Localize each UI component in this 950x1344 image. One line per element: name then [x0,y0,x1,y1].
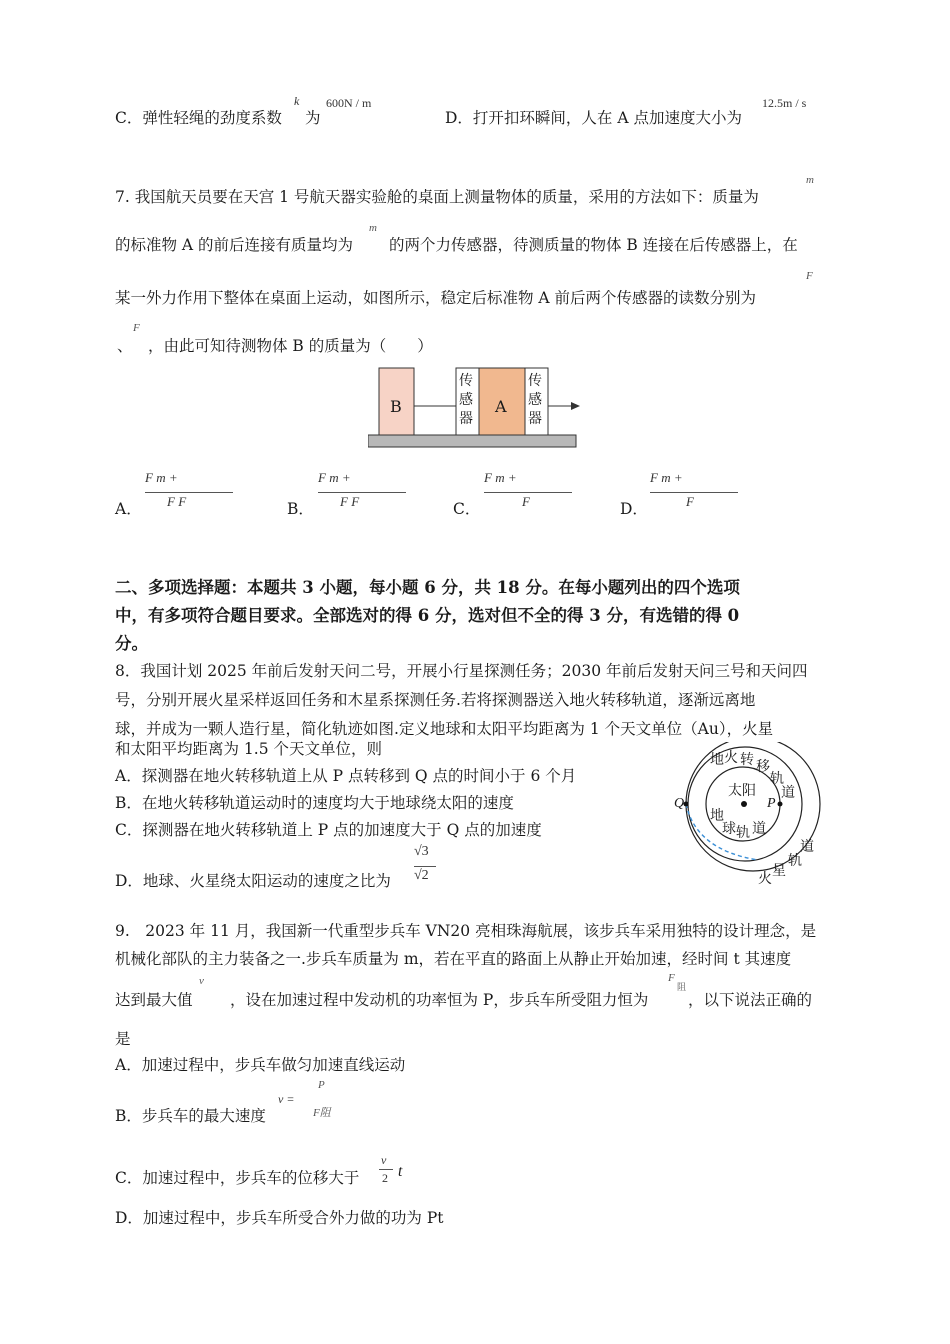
q7-option-b-numerator: F m + [318,470,351,485]
q7-line3-text: 某一外力作用下整体在桌面上运动，如图所示，稳定后标准物 A 前后两个传感器的读数分别为 [115,289,757,307]
q9-option-b-denominator: F阻 [313,1107,331,1119]
q9-line3-force-sub: 阻 [677,983,687,993]
q9-stem-line3 [115,988,193,1010]
sun-label: 太阳 [728,783,756,799]
q7-line4-text-b: ，由此可知待测物体 B 的质量为（ ） [148,337,433,355]
q8-option-c [115,818,542,840]
q8-line1-text: 8．我国计划 2025 年前后发射天问二号，开展小行星探测任务；2030 年前后发射天问三号和天问四 [115,662,808,680]
q7-option-d-denominator: F [686,494,694,509]
q9-stem-line2 [115,947,791,969]
p-point-dot [778,802,783,807]
section2-heading-line1 [115,574,740,598]
q7-stem-line3 [115,286,756,308]
section2-heading-line3 [115,630,148,654]
mars-label-2: 星 [772,863,786,879]
mars-label-4: 道 [800,839,814,855]
sensor-left-label-1: 传 [459,373,473,389]
q6-option-c-mid: 为 [305,109,321,127]
q7-option-a-denominator: F F [167,494,187,509]
q9-option-c-t: t [398,1163,403,1180]
q7-option-c-denominator: F [522,494,530,509]
block-a-label: A [495,397,507,416]
q7-line2-text-a: 的标准物 A 的前后连接有质量均为 [115,236,354,254]
q6-option-c-k: k [294,94,300,108]
q7-stem-line2 [115,233,353,255]
q-point-label: Q [674,796,685,811]
q6-option-c-text: C．弹性轻绳的劲度系数 [115,109,282,127]
q7-option-b-denominator: F F [340,494,360,509]
q9-option-b-eq: v = [278,1092,295,1106]
q9-option-c-bar [379,1169,393,1170]
q7-option-a-label: A． [115,500,142,518]
q9-option-c-text: C．加速过程中，步兵车的位移大于 [115,1169,360,1187]
transfer-label-3: 转 [740,752,754,768]
earth-label-1: 地 [710,808,724,824]
q8-option-d-denominator: √2 [414,868,429,883]
q8-option-c-text: C．探测器在地火转移轨道上 P 点的加速度大于 Q 点的加速度 [115,821,542,839]
q7-option-a-numerator: F m + [145,470,178,485]
q8-stem-line2 [115,688,755,710]
p-point-label: P [767,796,776,811]
earth-label-2: 球 [722,821,736,837]
q7-line1-symbol: m [806,174,814,186]
transfer-label-1: 地 [710,752,724,768]
q6-option-c-value: 600N / m [326,96,372,110]
q7-line3-symbol: F [806,270,813,282]
q7-option-b-bar [318,492,406,493]
q7-figure [368,366,580,452]
q9-line3-text-b: ，设在加速过程中发动机的功率恒为 P，步兵车所受阻力恒为 [230,991,649,1009]
transfer-label-5: 轨 [770,771,784,787]
q8-option-a [115,764,576,786]
mars-label-1: 火 [758,871,772,887]
q7-line2-symbol: m [369,222,377,234]
q8-stem-line4 [115,737,382,759]
q8-option-a-text: A．探测器在地火转移轨道上从 P 点转移到 Q 点的时间小于 6 个月 [115,767,577,785]
q8-orbit-figure [670,742,830,892]
q7-line4-symbol: F [133,322,140,334]
section2-line1-text: 二、多项选择题：本题共 3 小题，每小题 6 分，共 18 分。在每小题列出的四个选项 [115,578,740,597]
q7-option-d-bar [650,492,738,493]
q8-option-d-numerator: √3 [414,844,429,859]
q7-line4-text-a: 、 [117,337,133,355]
q7-option-c-label: C． [453,500,481,518]
q7-stem-line1 [115,185,759,207]
q9-option-b-text: B．步兵车的最大速度 [115,1107,266,1125]
q9-line4-text: 是 [115,1030,131,1048]
q7-option-a-bar [145,492,233,493]
q8-line3-text: 球，并成为一颗人造行星，简化轨迹如图.定义地球和太阳平均距离为 1 个天文单位（Au），火星 [115,720,774,738]
q7-option-b-label: B． [287,500,314,518]
q7-option-c-bar [484,492,572,493]
q7-line2-text-b: 的两个力传感器，待测质量的物体 B 连接在后传感器上，在 [389,236,798,254]
q9-line3-v: v [199,975,204,987]
sensor-right-label-3: 器 [528,411,542,427]
q9-option-b-numerator: P [318,1079,325,1091]
q9-line3-text-a: 达到最大值 [115,991,193,1009]
q9-line2-text: 机械化部队的主力装备之一.步兵车质量为 m，若在平直的路面上从静止开始加速，经时间 t 其速度 [115,950,792,968]
q7-option-c-numerator: F m + [484,470,517,485]
q8-option-b-text: B．在地火转移轨道运动时的速度均大于地球绕太阳的速度 [115,794,514,812]
q6-option-c [115,106,282,128]
sun-dot [741,801,747,807]
transfer-label-4: 移 [756,759,770,775]
q9-line3-text-c: ，以下说法正确的 [688,991,813,1009]
q9-option-c-denominator: 2 [382,1171,388,1185]
q8-line4-text: 和太阳平均距离为 1.5 个天文单位，则 [115,740,383,758]
section2-line3-text: 分。 [115,634,148,653]
earth-label-3: 轨 [736,825,750,841]
q8-option-b [115,791,514,813]
q8-option-d [115,869,391,891]
q8-option-d-text: D．地球、火星绕太阳运动的速度之比为 [115,872,391,890]
q6-option-d-value: 12.5m / s [762,96,807,110]
transfer-label-2: 火 [724,750,738,766]
q9-option-b [115,1104,266,1126]
earth-label-4: 道 [752,821,766,837]
section2-line2-text: 中，有多项符合题目要求。全部选对的得 6 分，选对但不全的得 3 分，有选错的得 0 [115,606,740,625]
table-surface [368,435,576,447]
q7-line1-text: 7. 我国航天员要在天宫 1 号航天器实验舱的桌面上测量物体的质量，采用的方法如下：质量为 [115,188,759,206]
q8-option-d-bar [414,866,436,867]
q7-option-d-numerator: F m + [650,470,683,485]
sensor-right-label-1: 传 [528,373,542,389]
block-b-label: B [390,397,402,416]
q6-option-d-text: D．打开扣环瞬间，人在 A 点加速度大小为 [445,109,742,127]
q9-line3-force: F [668,972,675,984]
q8-stem-line3 [115,717,773,739]
q9-option-a [115,1053,405,1075]
q9-line1-text: 9. 2023 年 11 月，我国新一代重型步兵车 VN20 亮相珠海航展，该步兵车采用独特的设计理念，是 [115,922,817,940]
sensor-left-label-3: 器 [459,411,473,427]
q7-option-d-label: D． [620,500,648,518]
q9-option-d [115,1206,444,1228]
sensor-right-label-2: 感 [528,392,542,408]
q8-stem-line1 [115,659,808,681]
q9-option-a-text: A．加速过程中，步兵车做匀加速直线运动 [115,1056,406,1074]
q8-line2-text: 号，分别开展火星采样返回任务和木星系探测任务.若将探测器送入地火转移轨道，逐渐远离地 [115,691,756,709]
q-point-dot [684,802,689,807]
q9-stem-line1 [115,919,816,941]
section2-heading-line2 [115,602,739,626]
q9-option-c [115,1166,359,1188]
transfer-label-6: 道 [781,785,795,801]
q9-option-c-numerator: v [381,1153,387,1167]
q9-stem-line4 [115,1027,131,1049]
sensor-left-label-2: 感 [459,392,473,408]
force-arrow-icon [571,402,580,410]
q9-option-d-text: D．加速过程中，步兵车所受合外力做的功为 Pt [115,1209,444,1227]
mars-label-3: 轨 [788,853,802,869]
